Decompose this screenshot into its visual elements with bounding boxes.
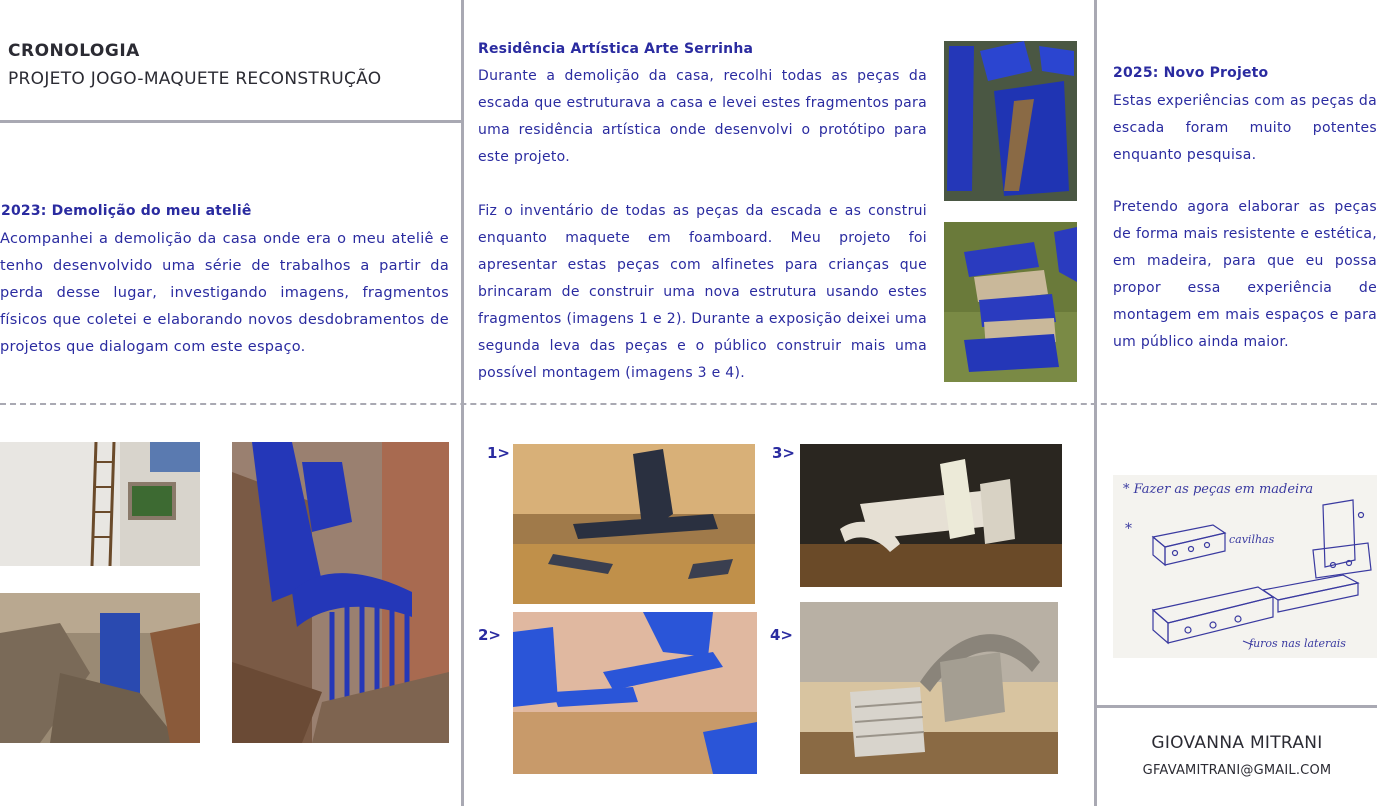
- demolition-photo-1: [0, 442, 200, 566]
- section-body-residencia-2: Fiz o inventário de todas as peças da escada e as construi enquanto maquete em foamboard. Meu projeto foi apresentar estas peças com alfinetes para crianças que brincaram de construir uma nova estrutura usando estes fragmentos (imagens 1 e 2). Durante a exposição deixei uma segunda leva das peças e o público construir mais uma possível montagem (imagens 3 e 4).: [478, 203, 927, 381]
- section-body-2025-1: Estas experiências com as peças da escada foram muito potentes enquanto pesquisa.: [1113, 93, 1377, 163]
- section-title-2025: 2025: Novo Projeto: [1113, 65, 1269, 81]
- maquete-photo-3: [800, 444, 1062, 587]
- maquete-photo-4: [800, 602, 1058, 774]
- sketch-note-main: * Fazer as peças em madeira: [1123, 482, 1314, 497]
- sketch-image: [1113, 475, 1377, 658]
- maquete-photo-2: [513, 612, 757, 774]
- dashed-divider: [0, 403, 1377, 405]
- image-label-2: 2>: [478, 626, 502, 644]
- section-title-residencia: Residência Artística Arte Serrinha: [478, 41, 754, 57]
- author-name: GIOVANNA MITRANI: [1151, 733, 1323, 753]
- author-divider: [1097, 705, 1377, 708]
- sketch-note-cavilhas: cavilhas: [1229, 533, 1275, 546]
- header-divider: [0, 120, 461, 123]
- demolition-photo-2: [0, 593, 200, 743]
- section-body-2025-2: Pretendo agora elaborar as peças de forma mais resistente e estética, em madeira, para que eu possa propor essa experiência de montagem em mais espaços e para um público ainda maior.: [1113, 199, 1377, 350]
- sketch-note-furos: furos nas laterais: [1249, 637, 1346, 650]
- image-label-1: 1>: [487, 444, 511, 462]
- blue-stair-photo: [232, 442, 449, 743]
- sketch-asterisk: *: [1125, 521, 1132, 537]
- stair-pieces-photo-1: [944, 41, 1077, 201]
- maquete-photo-1: [513, 444, 755, 604]
- page-subtitle: PROJETO JOGO-MAQUETE RECONSTRUÇÃO: [8, 69, 382, 89]
- section-body-residencia-1: Durante a demolição da casa, recolhi todas as peças da escada que estruturava a casa e levei estes fragmentos para uma residência artística onde desenvolvi o protótipo para este projeto.: [478, 68, 927, 165]
- section-title-2023: 2023: Demolição do meu ateliê: [1, 203, 252, 219]
- image-label-3: 3>: [772, 444, 796, 462]
- image-label-4: 4>: [770, 626, 794, 644]
- page-title: CRONOLOGIA: [8, 41, 140, 61]
- stair-pieces-photo-2: [944, 222, 1077, 382]
- section-body-2023: Acompanhei a demolição da casa onde era o meu ateliê e tenho desenvolvido uma série de trabalhos a partir da perda desse lugar, investigando imagens, fragmentos físicos que coletei e elaborando novos desdobramentos de projetos que dialogam com este espaço.: [0, 231, 449, 355]
- author-email[interactable]: GFAVAMITRANI@GMAIL.COM: [1142, 763, 1332, 778]
